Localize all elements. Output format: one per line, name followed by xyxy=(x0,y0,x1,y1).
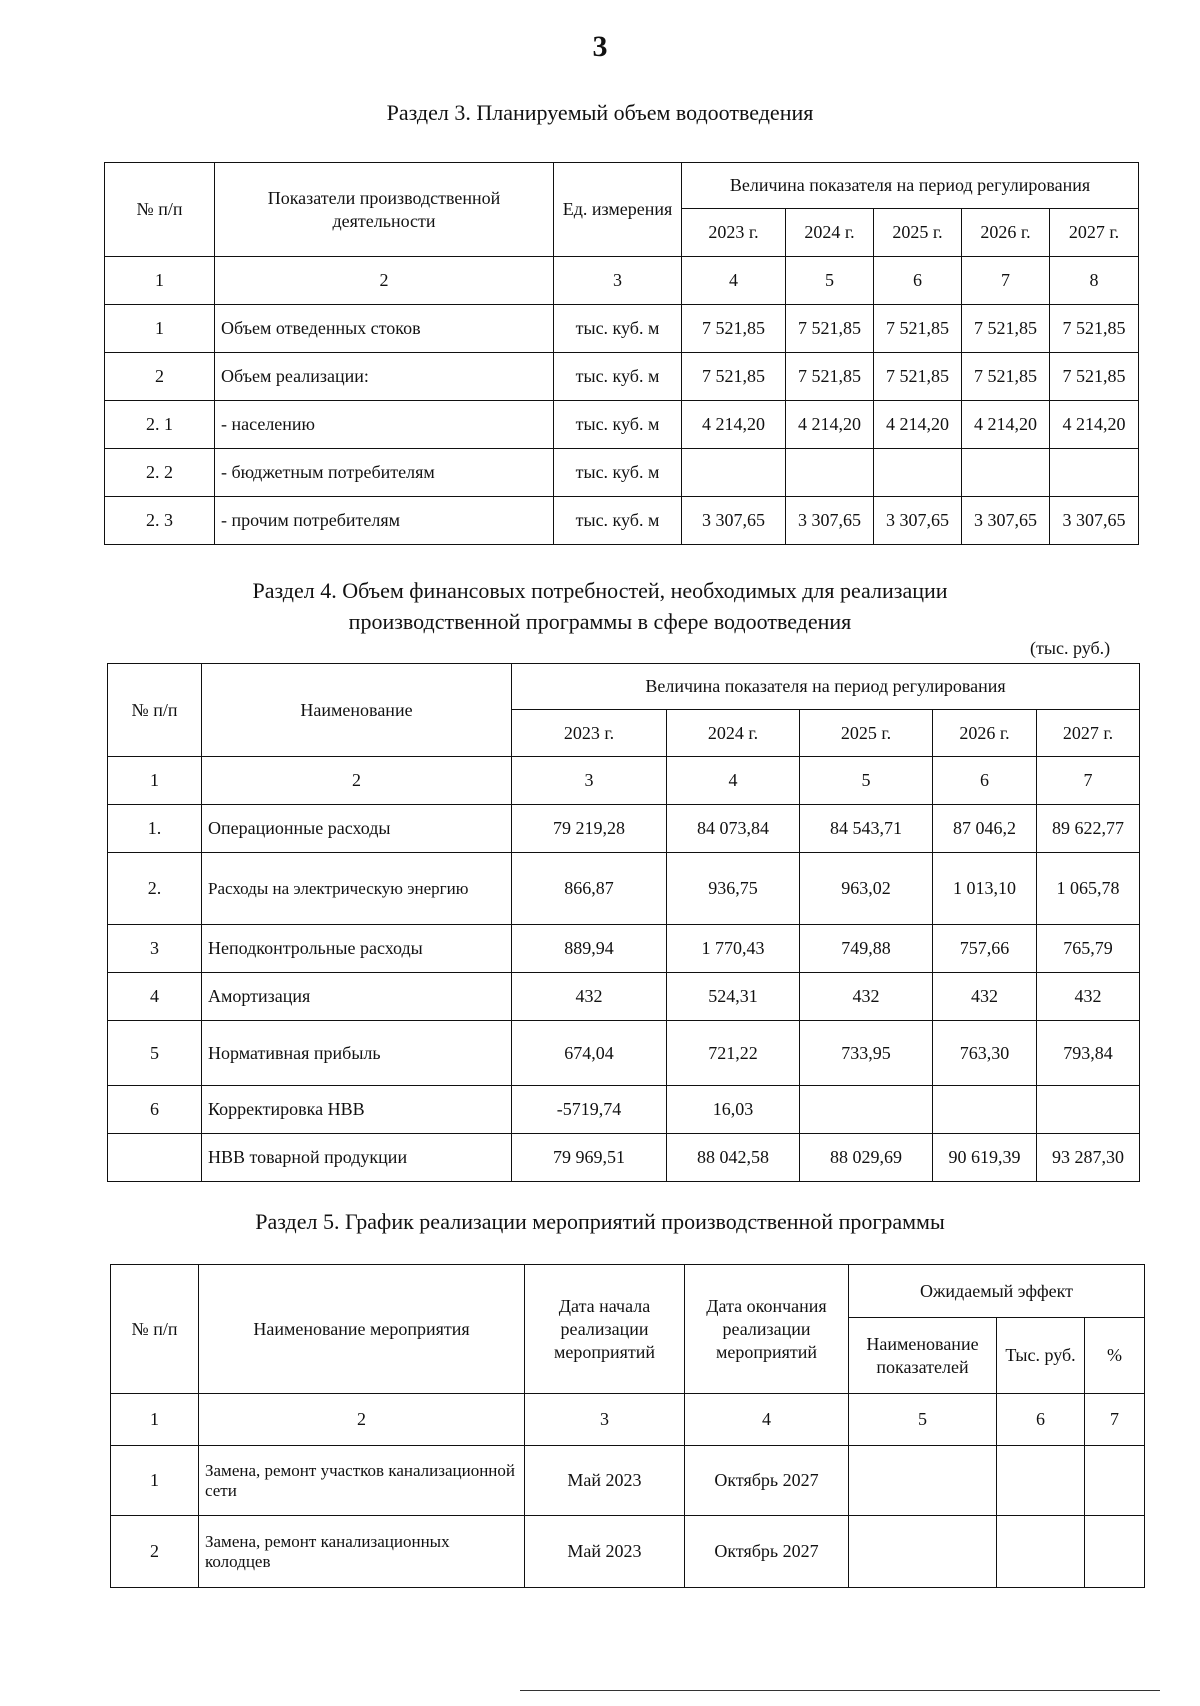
value-cell: 7 521,85 xyxy=(962,353,1050,401)
row-number: 1 xyxy=(111,1446,199,1516)
value-cell: 432 xyxy=(800,973,933,1021)
column-number: 6 xyxy=(997,1394,1085,1446)
s5-header-effect: Ожидаемый эффект xyxy=(849,1265,1145,1318)
effect-name-cell xyxy=(849,1446,997,1516)
s5-header-end: Дата окончания реализации мероприятий xyxy=(685,1265,849,1394)
row-unit: тыс. куб. м xyxy=(554,305,682,353)
value-cell xyxy=(1050,449,1139,497)
value-cell: 7 521,85 xyxy=(786,353,874,401)
effect-rub-cell xyxy=(997,1446,1085,1516)
column-number: 7 xyxy=(1037,757,1140,805)
table-row xyxy=(105,305,1139,353)
value-cell: 757,66 xyxy=(933,925,1037,973)
row-name: Замена, ремонт канализационных колодцев xyxy=(199,1516,525,1588)
value-cell: 84 073,84 xyxy=(667,805,800,853)
table-row xyxy=(108,973,1140,1021)
table-row xyxy=(105,497,1139,545)
value-cell: 1 013,10 xyxy=(933,853,1037,925)
row-number: 1 xyxy=(105,305,215,353)
s4-header-period: Величина показателя на период регулирования xyxy=(512,664,1140,710)
column-number: 3 xyxy=(525,1394,685,1446)
s3-header-period: Величина показателя на период регулирования xyxy=(682,163,1139,209)
s4-header-name: Наименование xyxy=(202,664,512,757)
s5-header-num: № п/п xyxy=(111,1265,199,1394)
row-number: 2. 1 xyxy=(105,401,215,449)
s4-header-num: № п/п xyxy=(108,664,202,757)
table-row xyxy=(111,1446,1145,1516)
row-number: 1. xyxy=(108,805,202,853)
column-number: 1 xyxy=(111,1394,199,1446)
column-number: 7 xyxy=(1085,1394,1145,1446)
page-number: 3 xyxy=(592,30,608,63)
value-cell: 793,84 xyxy=(1037,1021,1140,1086)
value-cell: 432 xyxy=(1037,973,1140,1021)
value-cell: 3 307,65 xyxy=(874,497,962,545)
value-cell: 889,94 xyxy=(512,925,667,973)
row-name: Нормативная прибыль xyxy=(202,1021,512,1086)
s3-header-year: 2023 г. xyxy=(682,209,786,257)
row-number: 4 xyxy=(108,973,202,1021)
table-row xyxy=(111,1516,1145,1588)
s4-header-year: 2024 г. xyxy=(667,710,800,757)
row-number: 2. 2 xyxy=(105,449,215,497)
column-number: 6 xyxy=(933,757,1037,805)
s3-header-unit: Ед. измерения xyxy=(554,163,682,257)
value-cell xyxy=(933,1086,1037,1134)
table-row xyxy=(105,449,1139,497)
value-cell: 79 219,28 xyxy=(512,805,667,853)
start-date: Май 2023 xyxy=(525,1516,685,1588)
column-number: 4 xyxy=(667,757,800,805)
column-number: 6 xyxy=(874,257,962,305)
column-number: 8 xyxy=(1050,257,1139,305)
value-cell: 733,95 xyxy=(800,1021,933,1086)
value-cell: 79 969,51 xyxy=(512,1134,667,1182)
column-number: 5 xyxy=(786,257,874,305)
table-row xyxy=(105,401,1139,449)
s5-header-start: Дата начала реализации мероприятий xyxy=(525,1265,685,1394)
row-name: Расходы на электрическую энергию xyxy=(202,853,512,925)
s3-header-year: 2027 г. xyxy=(1050,209,1139,257)
value-cell: 7 521,85 xyxy=(962,305,1050,353)
s3-header-num: № п/п xyxy=(105,163,215,257)
s5-header-effect-pct: % xyxy=(1085,1318,1145,1394)
row-name: Объем реализации: xyxy=(215,353,554,401)
value-cell: 4 214,20 xyxy=(682,401,786,449)
s4-header-year: 2023 г. xyxy=(512,710,667,757)
row-name: Неподконтрольные расходы xyxy=(202,925,512,973)
row-number: 3 xyxy=(108,925,202,973)
table-row xyxy=(108,1086,1140,1134)
table-row xyxy=(108,1021,1140,1086)
column-number: 4 xyxy=(685,1394,849,1446)
value-cell: 4 214,20 xyxy=(874,401,962,449)
row-name: - бюджетным потребителям xyxy=(215,449,554,497)
footer-rule xyxy=(520,1690,1160,1691)
row-number: 5 xyxy=(108,1021,202,1086)
s4-column-number-row xyxy=(108,757,1140,805)
row-unit: тыс. куб. м xyxy=(554,353,682,401)
row-name: - прочим потребителям xyxy=(215,497,554,545)
s4-header-year: 2026 г. xyxy=(933,710,1037,757)
column-number: 3 xyxy=(554,257,682,305)
value-cell: -5719,74 xyxy=(512,1086,667,1134)
s3-column-number-row xyxy=(105,257,1139,305)
s4-header-year: 2027 г. xyxy=(1037,710,1140,757)
value-cell: 1 065,78 xyxy=(1037,853,1140,925)
column-number: 2 xyxy=(215,257,554,305)
column-number: 5 xyxy=(849,1394,997,1446)
value-cell xyxy=(800,1086,933,1134)
value-cell xyxy=(874,449,962,497)
value-cell: 3 307,65 xyxy=(786,497,874,545)
row-name: Объем отведенных стоков xyxy=(215,305,554,353)
value-cell: 84 543,71 xyxy=(800,805,933,853)
value-cell xyxy=(786,449,874,497)
section3-title: Раздел 3. Планируемый объем водоотведения xyxy=(386,100,814,125)
column-number: 1 xyxy=(108,757,202,805)
effect-rub-cell xyxy=(997,1516,1085,1588)
value-cell: 7 521,85 xyxy=(1050,353,1139,401)
column-number: 2 xyxy=(202,757,512,805)
row-name: - населению xyxy=(215,401,554,449)
column-number: 3 xyxy=(512,757,667,805)
column-number: 7 xyxy=(962,257,1050,305)
row-name: Замена, ремонт участков канализационной сети xyxy=(199,1446,525,1516)
row-unit: тыс. куб. м xyxy=(554,497,682,545)
start-date: Май 2023 xyxy=(525,1446,685,1516)
row-unit: тыс. куб. м xyxy=(554,401,682,449)
section4-title-line1: Раздел 4. Объем финансовых потребностей, необходимых для реализации xyxy=(252,578,948,603)
s3-header-year: 2025 г. xyxy=(874,209,962,257)
value-cell: 87 046,2 xyxy=(933,805,1037,853)
value-cell: 524,31 xyxy=(667,973,800,1021)
row-number: 2. 3 xyxy=(105,497,215,545)
value-cell xyxy=(682,449,786,497)
s5-column-number-row xyxy=(111,1394,1145,1446)
row-number: 2 xyxy=(105,353,215,401)
s3-header-year: 2026 г. xyxy=(962,209,1050,257)
column-number: 2 xyxy=(199,1394,525,1446)
row-unit: тыс. куб. м xyxy=(554,449,682,497)
value-cell: 88 029,69 xyxy=(800,1134,933,1182)
s3-header-year: 2024 г. xyxy=(786,209,874,257)
effect-pct-cell xyxy=(1085,1516,1145,1588)
end-date: Октябрь 2027 xyxy=(685,1516,849,1588)
section5-title: Раздел 5. График реализации мероприятий производственной программы xyxy=(255,1209,945,1234)
value-cell: 7 521,85 xyxy=(874,353,962,401)
column-number: 4 xyxy=(682,257,786,305)
s5-header-name: Наименование мероприятия xyxy=(199,1265,525,1394)
value-cell: 16,03 xyxy=(667,1086,800,1134)
effect-pct-cell xyxy=(1085,1446,1145,1516)
section4-table xyxy=(107,663,1140,1182)
row-number: 6 xyxy=(108,1086,202,1134)
section4-title-line2: производственной программы в сфере водоотведения xyxy=(348,609,852,634)
row-name: НВВ товарной продукции xyxy=(202,1134,512,1182)
value-cell: 7 521,85 xyxy=(786,305,874,353)
effect-name-cell xyxy=(849,1516,997,1588)
row-number: 2. xyxy=(108,853,202,925)
value-cell: 765,79 xyxy=(1037,925,1140,973)
value-cell: 4 214,20 xyxy=(1050,401,1139,449)
row-name: Амортизация xyxy=(202,973,512,1021)
value-cell: 674,04 xyxy=(512,1021,667,1086)
row-number xyxy=(108,1134,202,1182)
value-cell: 749,88 xyxy=(800,925,933,973)
column-number: 1 xyxy=(105,257,215,305)
value-cell: 432 xyxy=(512,973,667,1021)
s3-header-indicator: Показатели производственной деятельности xyxy=(215,163,554,257)
row-name: Корректировка НВВ xyxy=(202,1086,512,1134)
value-cell: 93 287,30 xyxy=(1037,1134,1140,1182)
value-cell: 7 521,85 xyxy=(1050,305,1139,353)
value-cell xyxy=(1037,1086,1140,1134)
table-row xyxy=(108,853,1140,925)
table-row xyxy=(108,1134,1140,1182)
value-cell: 4 214,20 xyxy=(962,401,1050,449)
row-number: 2 xyxy=(111,1516,199,1588)
table-row xyxy=(105,353,1139,401)
value-cell: 432 xyxy=(933,973,1037,1021)
unit-note: (тыс. руб.) xyxy=(1030,638,1111,658)
value-cell: 3 307,65 xyxy=(962,497,1050,545)
value-cell: 1 770,43 xyxy=(667,925,800,973)
value-cell: 936,75 xyxy=(667,853,800,925)
value-cell: 7 521,85 xyxy=(682,353,786,401)
s5-header-effect-rub: Тыс. руб. xyxy=(997,1318,1085,1394)
row-name: Операционные расходы xyxy=(202,805,512,853)
value-cell: 89 622,77 xyxy=(1037,805,1140,853)
end-date: Октябрь 2027 xyxy=(685,1446,849,1516)
s5-header-effect-name: Наименование показателей xyxy=(849,1318,997,1394)
value-cell: 7 521,85 xyxy=(682,305,786,353)
value-cell: 866,87 xyxy=(512,853,667,925)
column-number: 5 xyxy=(800,757,933,805)
s4-header-year: 2025 г. xyxy=(800,710,933,757)
value-cell: 4 214,20 xyxy=(786,401,874,449)
value-cell: 963,02 xyxy=(800,853,933,925)
section3-table xyxy=(104,162,1139,545)
value-cell: 90 619,39 xyxy=(933,1134,1037,1182)
table-row xyxy=(108,925,1140,973)
value-cell: 3 307,65 xyxy=(1050,497,1139,545)
value-cell xyxy=(962,449,1050,497)
value-cell: 721,22 xyxy=(667,1021,800,1086)
value-cell: 3 307,65 xyxy=(682,497,786,545)
section5-table xyxy=(110,1264,1145,1588)
value-cell: 88 042,58 xyxy=(667,1134,800,1182)
value-cell: 7 521,85 xyxy=(874,305,962,353)
value-cell: 763,30 xyxy=(933,1021,1037,1086)
table-row xyxy=(108,805,1140,853)
